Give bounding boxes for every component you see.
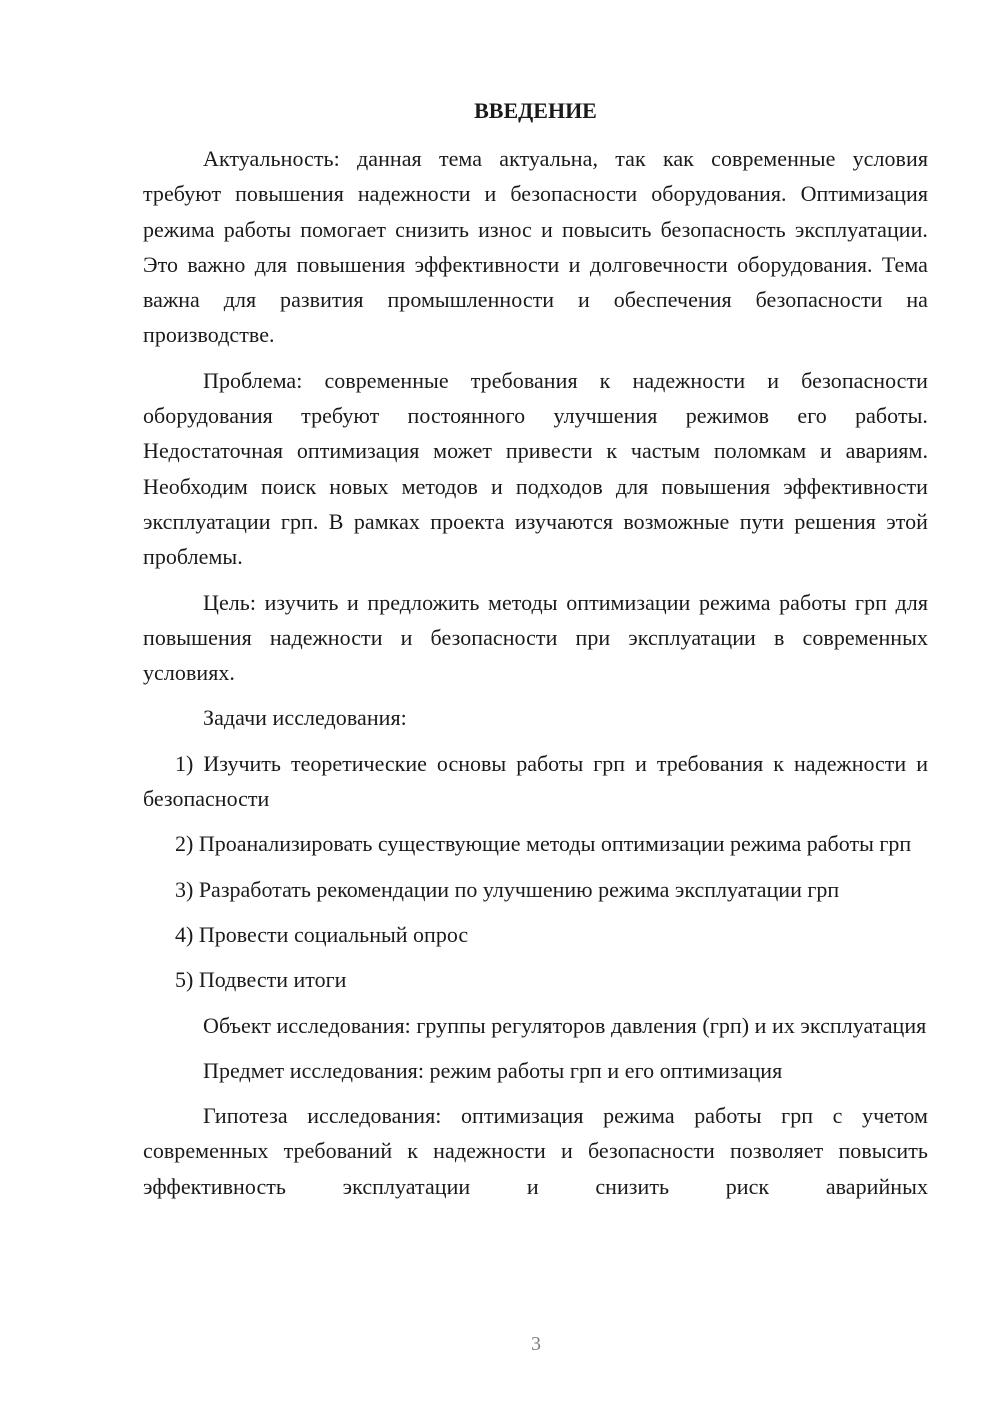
object-paragraph: Объект исследования: группы регуляторов давления (грп) и их эксплуатация [203, 1012, 927, 1038]
relevance-paragraph: Актуальность: данная тема актуальна, так как современные условия требуют повышения надежности и безопасности оборудования. Оптимизация режима работы помогает снизить износ и повысить безопасность эксплуатации. Это важно для повышения эффективности и долговечности оборудования. Тема важна для развития промышленности и обеспечения безопасности на производстве. [143, 146, 928, 348]
tasks-heading: Задачи исследования: [203, 705, 407, 731]
page-title: ВВЕДЕНИЕ [474, 98, 597, 123]
page-content [143, 96, 928, 1214]
hypothesis-paragraph: Гипотеза исследования: оптимизация режима работы грп с учетом современных требований к надежности и безопасности позволяет повысить эффективность эксплуатации и снизить риск аварийных [143, 1103, 928, 1199]
tasks-list [143, 746, 928, 998]
list-item: 3) Разработать рекомендации по улучшению режима эксплуатации грп [175, 876, 840, 902]
list-item: 1) Изучить теоретические основы работы грп и требования к надежности и безопасности [143, 750, 928, 812]
subject-paragraph: Предмет исследования: режим работы грп и его оптимизация [203, 1057, 783, 1083]
list-item: 4) Провести социальный опрос [175, 921, 469, 947]
list-item: 5) Подвести итоги [175, 967, 347, 993]
problem-paragraph: Проблема: современные требования к надежности и безопасности оборудования требуют постоянного улучшения режимов его работы. Недостаточная оптимизация может привести к частым поломкам и авариям. Необходим поиск новых методов и подходов для повышения эффективности эксплуатации грп. В рамках проекта изучаются возможные пути решения этой проблемы. [143, 367, 928, 570]
page-number: 3 [531, 1333, 541, 1355]
list-item: 2) Проанализировать существующие методы оптимизации режима работы грп [175, 831, 912, 857]
goal-paragraph: Цель: изучить и предложить методы оптимизации режима работы грп для повышения надежности и безопасности при эксплуатации в современных условиях. [143, 589, 928, 686]
